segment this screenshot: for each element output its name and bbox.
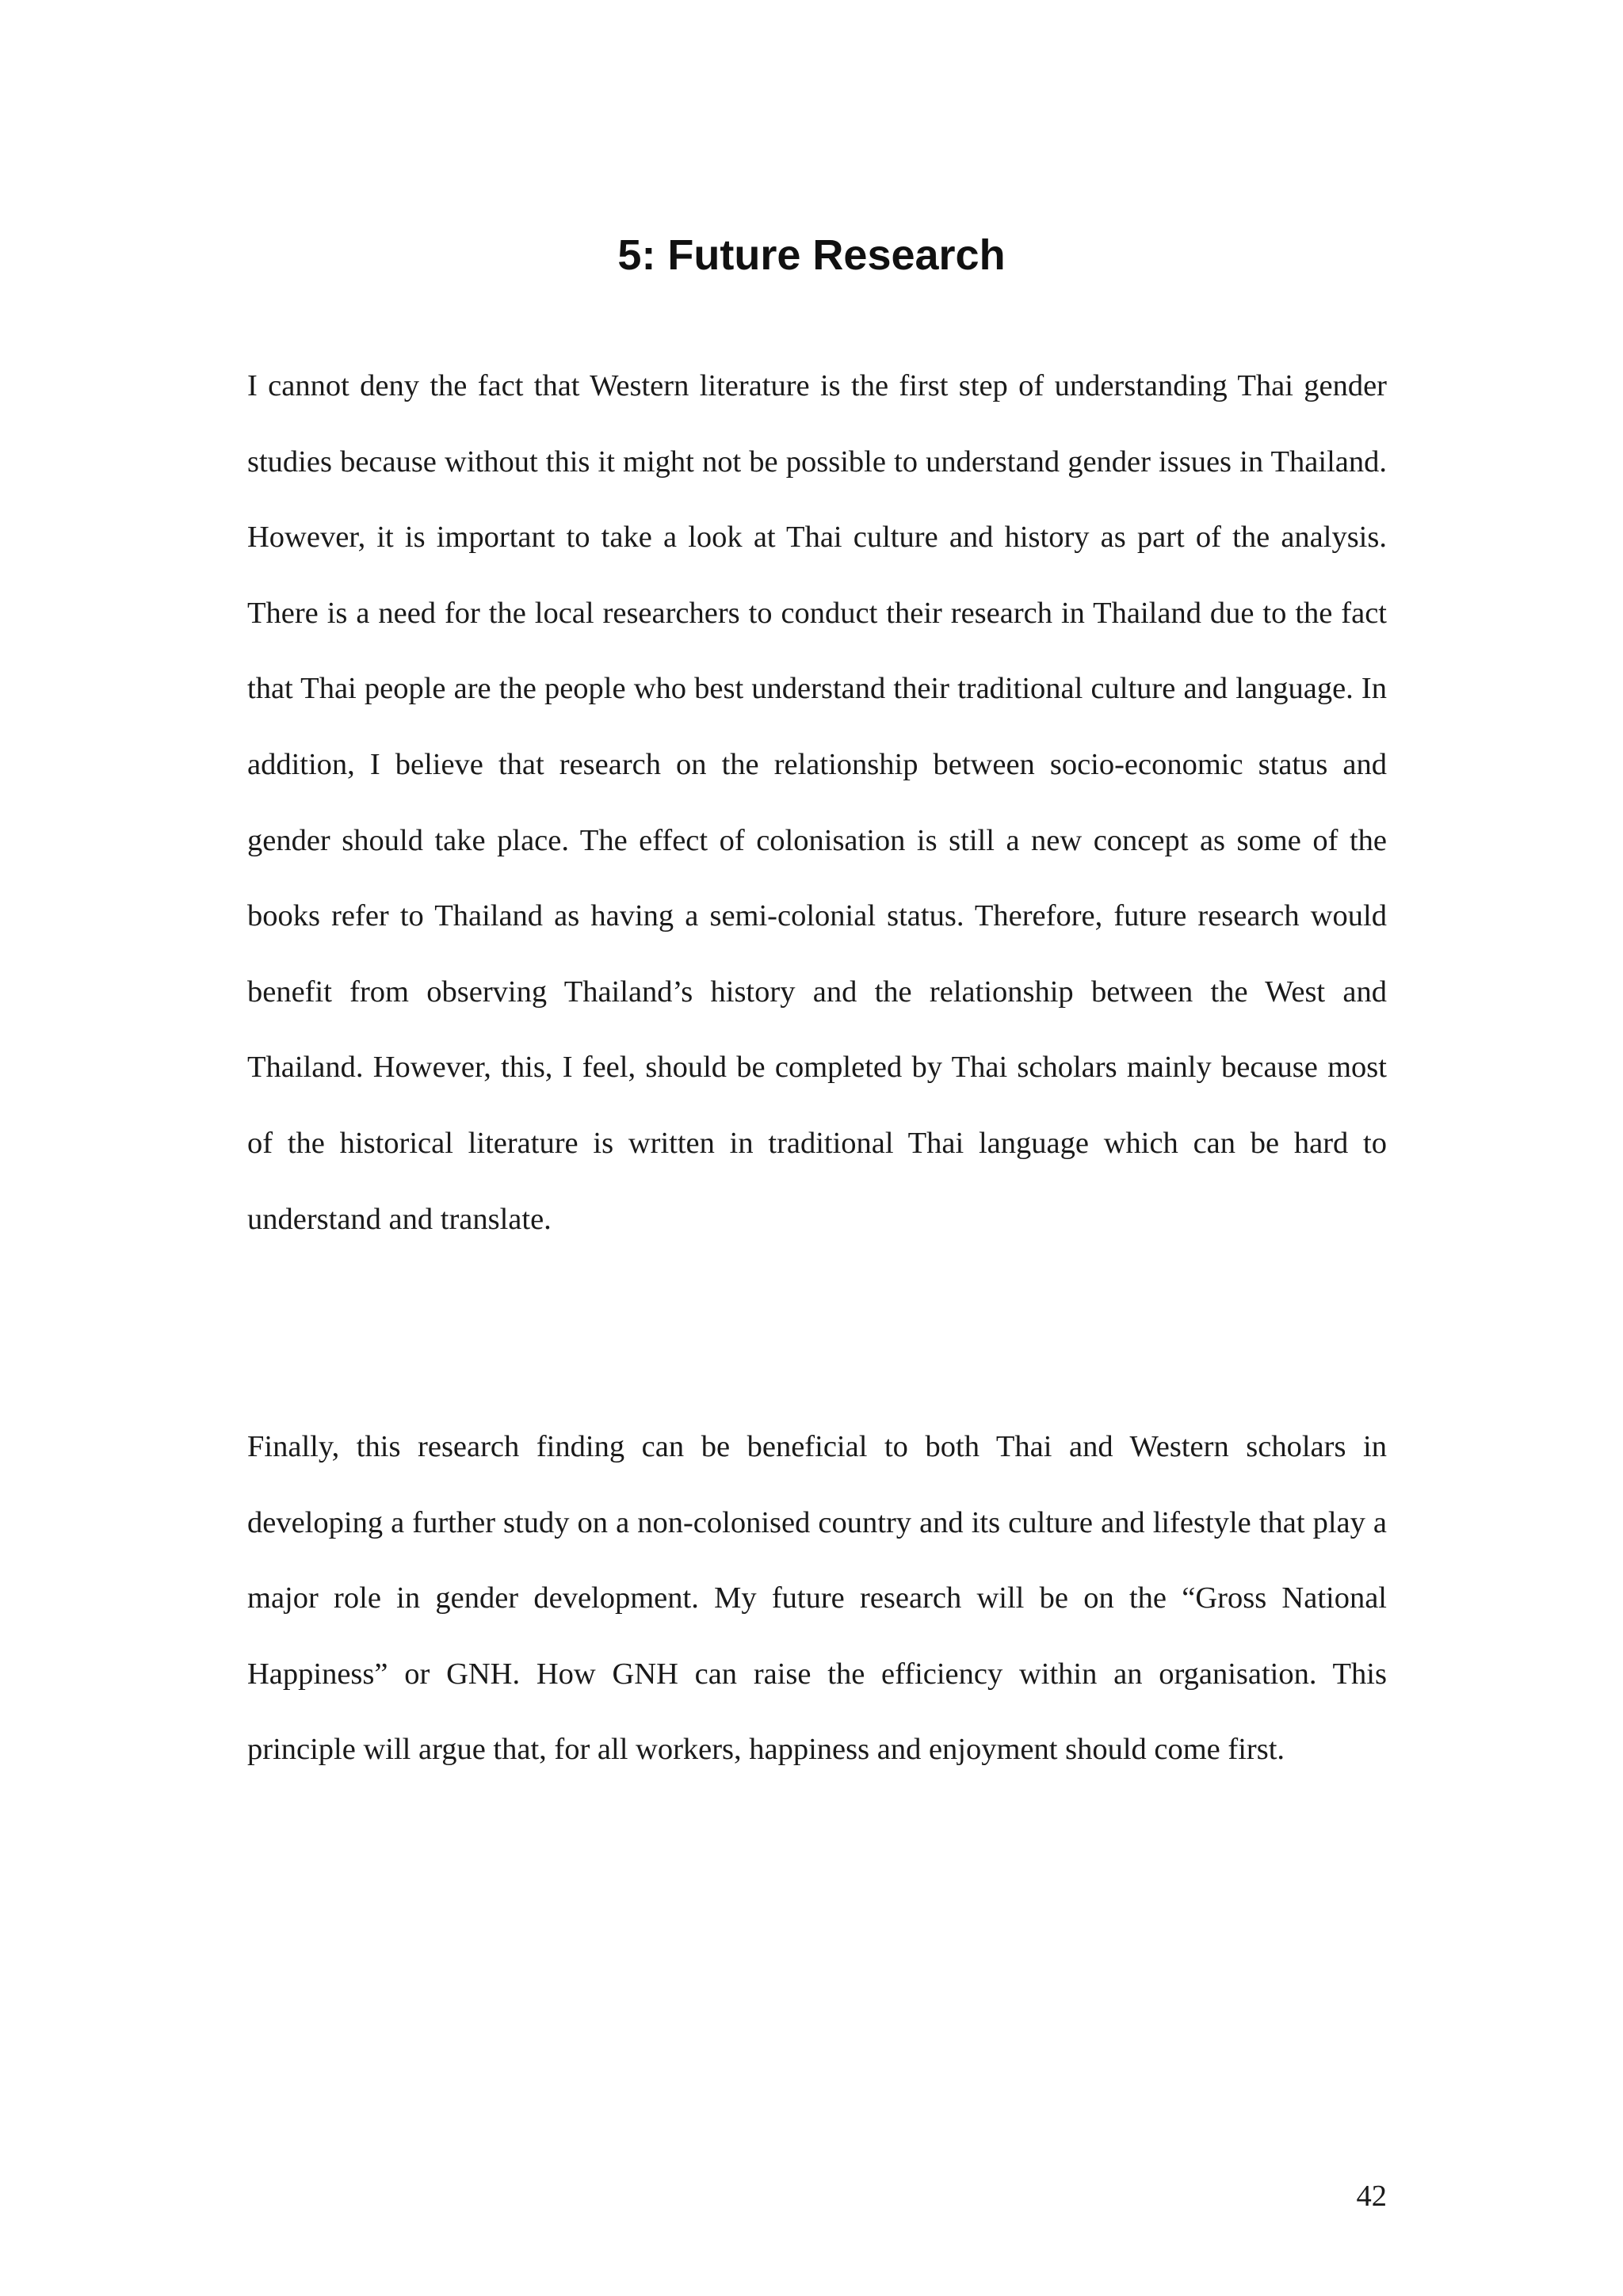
section-heading: 5: Future Research bbox=[617, 231, 1006, 279]
page-number: 42 bbox=[1356, 2180, 1387, 2213]
body-paragraph-1: I cannot deny the fact that Western literature is the first step of understanding Thai gender studies because without this it might not be possible to understand gender issues in Thailand. However, it is important to take a look at Thai culture and history as part of the analysis. There is a need for the local researchers to conduct their research in Thailand due to the fact that Thai people are the people who best understand their traditional culture and language. In addition, I believe that research on the relationship between socio-economic status and gender should take place. The effect of colonisation is still a new concept as some of the books refer to Thailand as having a semi-colonial status. Therefore, future research would benefit from observing Thailand’s history and the relationship between the West and Thailand. However, this, I feel, should be completed by Thai scholars mainly because most of the historical literature is written in traditional Thai language which can be hard to understand and translate. bbox=[247, 369, 1387, 1236]
body-paragraph-2: Finally, this research finding can be beneficial to both Thai and Western scholars in developing a further study on a non-colonised country and its culture and lifestyle that play a major role in gender development. My future research will be on the “Gross National Happiness” or GNH. How GNH can raise the efficiency within an organisation. This principle will argue that, for all workers, happiness and enjoyment should come first. bbox=[247, 1430, 1387, 1767]
